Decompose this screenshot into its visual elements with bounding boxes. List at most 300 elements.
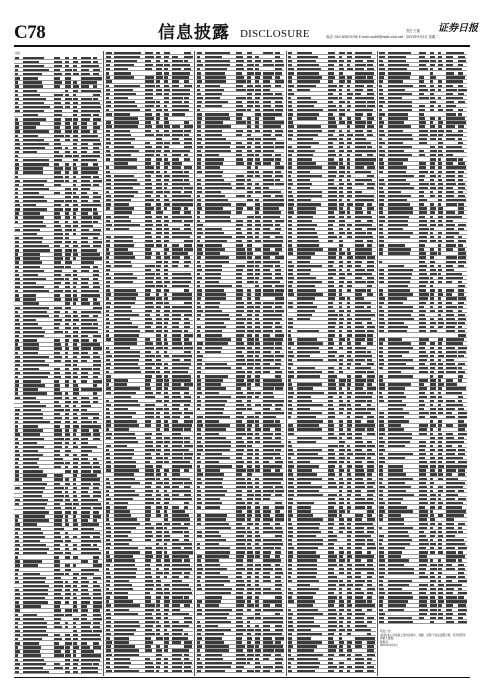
cell-text — [255, 297, 260, 299]
cell-text — [164, 269, 168, 271]
cell-text — [81, 196, 89, 198]
cell-text — [236, 338, 242, 340]
cell-text — [114, 498, 132, 500]
cell-text — [23, 118, 46, 120]
cell-text — [54, 73, 62, 75]
cell-text — [197, 449, 203, 451]
cell-text — [93, 417, 99, 419]
cell-text — [339, 600, 345, 602]
cell-text — [164, 527, 167, 529]
cell-text — [297, 355, 311, 357]
cell-text — [197, 600, 202, 602]
cell-text — [205, 162, 223, 164]
cell-text — [288, 138, 292, 140]
cell-text — [458, 146, 462, 148]
cell-text — [145, 302, 153, 304]
cell-text — [156, 658, 161, 660]
cell-text — [93, 413, 99, 415]
cell-text — [156, 80, 160, 82]
cell-text — [114, 510, 129, 512]
cell-text — [446, 171, 455, 173]
cell-text — [255, 416, 259, 418]
cell-text — [184, 293, 192, 295]
cell-text — [255, 498, 261, 500]
cell-text — [106, 449, 110, 451]
cell-text — [446, 64, 453, 66]
cell-text — [328, 134, 333, 136]
cell-text — [197, 580, 200, 582]
cell-text — [197, 121, 201, 123]
cell-text — [247, 453, 252, 455]
cell-text — [81, 327, 93, 329]
cell-text — [184, 101, 188, 103]
cell-text — [328, 105, 337, 107]
cell-text — [367, 383, 372, 385]
cell-text — [93, 630, 102, 632]
cell-text — [164, 330, 167, 332]
cell-text — [93, 536, 100, 538]
cell-text — [297, 211, 317, 213]
cell-text — [73, 335, 78, 337]
cell-text — [328, 277, 333, 279]
cell-text — [438, 109, 443, 111]
cell-text — [54, 622, 60, 624]
cell-text — [339, 162, 343, 164]
cell-text — [236, 551, 244, 553]
cell-text — [172, 625, 185, 627]
cell-text — [419, 138, 428, 140]
cell-text — [65, 77, 71, 79]
cell-text — [23, 163, 49, 165]
cell-text — [347, 207, 350, 209]
cell-text — [430, 56, 435, 58]
cell-text — [379, 199, 384, 201]
cell-text — [197, 125, 201, 127]
cell-text — [114, 609, 129, 611]
cell-text — [106, 252, 111, 254]
cell-text — [355, 584, 364, 586]
cell-text — [145, 392, 153, 394]
cell-text — [156, 449, 160, 451]
cell-text — [255, 613, 260, 615]
cell-text — [65, 208, 71, 210]
cell-text — [328, 465, 336, 467]
cell-text — [288, 355, 294, 357]
cell-text — [114, 502, 128, 504]
cell-text — [288, 273, 293, 275]
cell-text — [205, 207, 223, 209]
cell-text — [367, 387, 376, 389]
cell-text — [197, 584, 201, 586]
cell-text — [328, 351, 337, 353]
cell-text — [164, 576, 167, 578]
cell-text — [247, 592, 252, 594]
cell-text — [236, 387, 241, 389]
cell-text — [156, 564, 161, 566]
cell-text — [328, 387, 336, 389]
cell-text — [255, 494, 260, 496]
cell-text — [73, 286, 76, 288]
cell-text — [446, 85, 453, 87]
cell-text — [23, 208, 47, 210]
cell-text — [263, 506, 269, 508]
cell-text — [15, 147, 20, 149]
cell-text — [297, 85, 316, 87]
cell-text — [93, 581, 97, 583]
cell-text — [15, 544, 21, 546]
cell-text — [73, 155, 79, 157]
cell-text — [23, 192, 39, 194]
cell-text — [54, 167, 63, 169]
cell-text — [247, 125, 250, 127]
cell-text — [263, 179, 274, 181]
cell-text — [288, 293, 293, 295]
cell-text — [164, 179, 169, 181]
cell-text — [297, 244, 320, 246]
cell-text — [255, 310, 260, 312]
cell-text — [339, 289, 343, 291]
cell-text — [54, 339, 60, 341]
cell-text — [114, 297, 136, 299]
cell-text — [288, 367, 291, 369]
cell-text — [197, 187, 202, 189]
cell-text — [65, 597, 70, 599]
cell-text — [172, 236, 184, 238]
cell-text — [205, 269, 222, 271]
cell-text — [23, 585, 49, 587]
cell-text — [247, 662, 250, 664]
cell-text — [114, 523, 140, 525]
cell-text — [54, 483, 60, 485]
cell-text — [205, 117, 230, 119]
cell-text — [328, 72, 335, 74]
cell-text — [328, 162, 338, 164]
cell-text — [347, 203, 353, 205]
cell-text — [145, 338, 150, 340]
cell-text — [145, 68, 152, 70]
cell-text — [164, 416, 169, 418]
cell-text — [156, 154, 160, 156]
cell-text — [93, 311, 101, 313]
cell-text — [355, 641, 362, 643]
cell-text — [388, 171, 406, 173]
cell-text — [205, 453, 222, 455]
cell-text — [73, 225, 78, 227]
cell-text — [93, 380, 102, 382]
cell-text — [355, 342, 362, 344]
cell-text — [430, 72, 433, 74]
cell-text — [236, 592, 243, 594]
cell-text — [172, 490, 184, 492]
cell-text — [197, 269, 202, 271]
cell-text — [367, 175, 375, 177]
cell-text — [438, 187, 443, 189]
cell-text — [297, 465, 319, 467]
cell-text — [81, 143, 88, 145]
cell-text — [114, 281, 132, 283]
cell-text — [275, 637, 284, 639]
cell-text — [65, 470, 71, 472]
cell-text — [288, 121, 293, 123]
cell-text — [106, 535, 111, 537]
cell-text — [328, 293, 336, 295]
cell-text — [15, 380, 19, 382]
cell-text — [65, 397, 69, 399]
cell-text — [114, 175, 134, 177]
cell-text — [156, 52, 160, 54]
cell-text — [114, 142, 131, 144]
cell-text — [15, 122, 19, 124]
cell-text — [65, 200, 72, 202]
cell-text — [156, 568, 159, 570]
cell-text — [145, 633, 155, 635]
cell-text — [93, 143, 101, 145]
cell-text — [419, 240, 427, 242]
cell-text — [247, 306, 253, 308]
cell-text — [367, 371, 375, 373]
cell-text — [73, 180, 77, 182]
cell-text — [355, 637, 367, 639]
cell-text — [184, 179, 189, 181]
cell-text — [328, 637, 333, 639]
cell-text — [81, 618, 87, 620]
cell-text — [114, 158, 137, 160]
cell-text — [247, 134, 251, 136]
cell-text — [255, 543, 259, 545]
cell-text — [347, 559, 351, 561]
cell-text — [164, 72, 169, 74]
cell-text — [247, 256, 251, 258]
cell-text — [236, 232, 242, 234]
cell-text — [73, 438, 79, 440]
cell-text — [73, 347, 79, 349]
cell-text — [446, 232, 459, 234]
cell-text — [106, 428, 110, 430]
cell-text — [205, 138, 225, 140]
cell-text — [54, 654, 64, 656]
cell-text — [81, 642, 87, 644]
cell-text — [184, 502, 188, 504]
cell-text — [172, 543, 184, 545]
cell-text — [367, 281, 375, 283]
cell-text — [263, 572, 269, 574]
cell-text — [145, 56, 154, 58]
cell-text — [288, 453, 294, 455]
cell-text — [15, 315, 21, 317]
cell-text — [367, 596, 372, 598]
cell-text — [328, 494, 337, 496]
cell-text — [247, 265, 254, 267]
cell-text — [114, 576, 135, 578]
cell-text — [184, 408, 188, 410]
cell-text — [275, 265, 280, 267]
cell-text — [339, 457, 345, 459]
cell-text — [81, 376, 88, 378]
cell-text — [339, 326, 343, 328]
cell-text — [297, 52, 312, 54]
cell-text — [263, 400, 275, 402]
cell-text — [367, 375, 375, 377]
cell-text — [263, 93, 273, 95]
cell-text — [197, 375, 200, 377]
cell-text — [347, 236, 353, 238]
cell-text — [205, 604, 218, 606]
cell-text — [458, 101, 465, 103]
cell-text — [54, 347, 62, 349]
cell-text — [164, 224, 167, 226]
cell-text — [446, 80, 458, 82]
cell-text — [458, 244, 463, 246]
cell-text — [23, 331, 45, 333]
cell-text — [288, 371, 294, 373]
cell-text — [15, 397, 21, 399]
cell-text — [367, 441, 372, 443]
cell-text — [15, 249, 20, 251]
cell-text — [347, 383, 351, 385]
cell-text — [93, 278, 98, 280]
cell-text — [145, 273, 155, 275]
cell-text — [205, 256, 229, 258]
cell-text — [197, 150, 201, 152]
cell-text — [347, 310, 351, 312]
cell-text — [106, 80, 112, 82]
cell-text — [156, 400, 162, 402]
cell-text — [205, 277, 221, 279]
cell-text — [236, 535, 244, 537]
cell-text — [275, 154, 280, 156]
cell-text — [15, 94, 19, 96]
cell-text — [197, 482, 202, 484]
cell-text — [156, 326, 161, 328]
cell-text — [65, 442, 69, 444]
cell-text — [255, 486, 259, 488]
cell-text — [81, 241, 88, 243]
cell-text — [328, 236, 337, 238]
cell-text — [446, 203, 457, 205]
cell-text — [236, 654, 245, 656]
cell-text — [172, 211, 179, 213]
cell-text — [184, 367, 189, 369]
cell-text — [106, 437, 111, 439]
cell-text — [347, 68, 353, 70]
cell-text — [114, 658, 130, 660]
cell-text — [236, 613, 242, 615]
cell-text — [367, 85, 373, 87]
cell-text — [164, 383, 169, 385]
cell-text — [255, 97, 259, 99]
cell-text — [297, 666, 319, 668]
cell-text — [367, 293, 373, 295]
cell-text — [106, 105, 111, 107]
cell-text — [367, 408, 375, 410]
cell-text — [197, 404, 201, 406]
cell-text — [106, 502, 109, 504]
cell-text — [197, 109, 201, 111]
cell-text — [255, 514, 261, 516]
cell-text — [106, 289, 110, 291]
cell-text — [164, 588, 169, 590]
cell-text — [65, 163, 69, 165]
cell-text — [328, 604, 335, 606]
cell-text — [275, 469, 280, 471]
cell-text — [93, 569, 99, 571]
cell-text — [15, 163, 20, 165]
cell-text — [347, 412, 352, 414]
cell-text — [164, 572, 169, 574]
cell-text — [255, 269, 259, 271]
cell-text — [81, 155, 93, 157]
cell-text — [367, 621, 373, 623]
cell-text — [236, 158, 243, 160]
cell-text — [275, 130, 283, 132]
cell-text — [172, 68, 180, 70]
cell-text — [81, 233, 94, 235]
cell-text — [164, 367, 167, 369]
cell-text — [288, 338, 292, 340]
cell-text — [388, 207, 414, 209]
cell-text — [65, 278, 69, 280]
cell-text — [93, 634, 100, 636]
cell-text — [65, 253, 71, 255]
cell-text — [145, 285, 155, 287]
cell-text — [106, 256, 109, 258]
cell-text — [205, 121, 223, 123]
cell-text — [93, 491, 101, 493]
cell-text — [247, 473, 252, 475]
cell-text — [54, 261, 61, 263]
cell-text — [54, 200, 64, 202]
cell-text — [156, 56, 160, 58]
cell-text — [347, 416, 351, 418]
cell-text — [156, 150, 161, 152]
cell-text — [236, 240, 241, 242]
cell-text — [355, 482, 365, 484]
cell-text — [247, 457, 252, 459]
cell-text — [197, 56, 201, 58]
cell-text — [164, 490, 167, 492]
cell-text — [106, 359, 110, 361]
cell-text — [275, 408, 280, 410]
cell-text — [93, 667, 98, 669]
cell-text — [93, 495, 101, 497]
cell-text — [23, 528, 41, 530]
cell-text — [106, 494, 110, 496]
cell-text — [106, 125, 112, 127]
cell-text — [205, 302, 220, 304]
cell-text — [328, 171, 338, 173]
cell-text — [205, 334, 222, 336]
cell-text — [297, 383, 322, 385]
cell-text — [172, 404, 180, 406]
cell-text — [236, 150, 241, 152]
cell-text — [288, 232, 292, 234]
cell-text — [247, 584, 251, 586]
cell-text — [347, 199, 350, 201]
cell-text — [328, 445, 338, 447]
cell-text — [328, 555, 337, 557]
cell-text — [172, 216, 185, 218]
cell-text — [339, 293, 343, 295]
cell-text — [255, 342, 260, 344]
cell-text — [81, 352, 88, 354]
cell-text — [145, 531, 152, 533]
cell-text — [93, 282, 99, 284]
cell-text — [297, 150, 315, 152]
cell-text — [23, 323, 38, 325]
cell-text — [288, 109, 293, 111]
cell-text — [15, 454, 20, 456]
cell-text — [355, 89, 363, 91]
